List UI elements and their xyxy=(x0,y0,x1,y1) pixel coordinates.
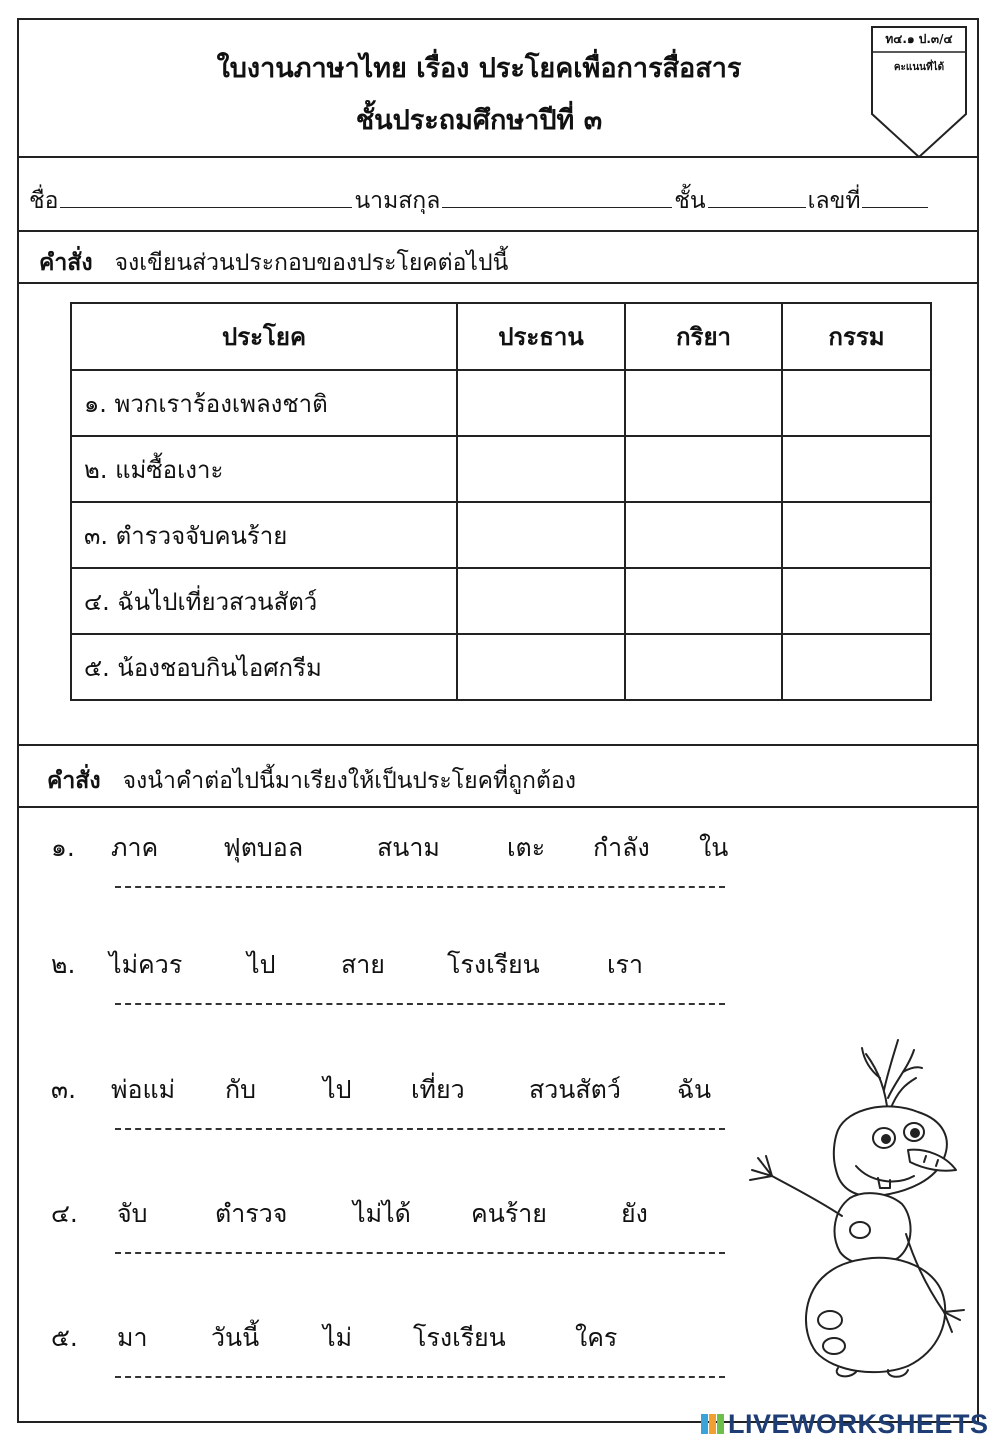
name-field[interactable] xyxy=(60,188,352,208)
reorder-item xyxy=(51,828,771,888)
word: ไม่ได้ xyxy=(353,1199,411,1228)
sentence-cell: ๕. น้องชอบกินไอศกรีม xyxy=(71,634,457,700)
word: สนาม xyxy=(377,833,440,862)
table-row xyxy=(71,634,931,700)
word: คนร้าย xyxy=(471,1199,547,1228)
indicator-code: ท๔.๑ ป.๓/๔ xyxy=(885,32,953,46)
liveworksheets-logo-icon xyxy=(700,1412,726,1436)
column-header-sentence: ประโยค xyxy=(71,303,457,370)
surname-field[interactable] xyxy=(442,188,672,208)
answer-line[interactable] xyxy=(115,886,725,888)
divider xyxy=(19,806,977,808)
sentence-cell: ๔. ฉันไปเที่ยวสวนสัตว์ xyxy=(71,568,457,634)
table-header-row xyxy=(71,303,931,370)
subject-answer-cell[interactable] xyxy=(457,634,625,700)
word: ตำรวจ xyxy=(215,1199,288,1228)
liveworksheets-watermark xyxy=(700,1406,996,1440)
number-label: เลขที่ xyxy=(807,188,861,214)
item-number: ๒. xyxy=(51,950,76,979)
divider xyxy=(19,230,977,232)
column-header-object: กรรม xyxy=(782,303,931,370)
item-number: ๔. xyxy=(51,1199,78,1228)
watermark-text: LIVEWORKSHEETS xyxy=(728,1409,989,1439)
word: ไม่ xyxy=(323,1323,353,1352)
verb-answer-cell[interactable] xyxy=(625,370,782,436)
subject-answer-cell[interactable] xyxy=(457,568,625,634)
word: สวนสัตว์ xyxy=(529,1075,621,1104)
word: เตะ xyxy=(507,833,546,862)
score-label: คะแนนที่ได้ xyxy=(893,62,945,73)
section2-instruction xyxy=(47,763,576,799)
word: ภาค xyxy=(111,833,159,862)
object-answer-cell[interactable] xyxy=(782,370,931,436)
item-number: ๓. xyxy=(51,1075,77,1104)
subject-answer-cell[interactable] xyxy=(457,502,625,568)
score-badge xyxy=(871,26,967,158)
verb-answer-cell[interactable] xyxy=(625,502,782,568)
answer-line[interactable] xyxy=(115,1376,725,1378)
column-header-subject: ประธาน xyxy=(457,303,625,370)
answer-line[interactable] xyxy=(115,1003,725,1005)
word: ใคร xyxy=(575,1323,618,1352)
object-answer-cell[interactable] xyxy=(782,568,931,634)
sentence-parts-table xyxy=(70,302,932,701)
word: เที่ยว xyxy=(411,1075,465,1104)
number-field[interactable] xyxy=(862,188,928,208)
reorder-item xyxy=(51,1070,771,1130)
student-info-row xyxy=(29,183,930,219)
word: ไม่ควร xyxy=(109,950,183,979)
word: วันนี้ xyxy=(211,1323,260,1352)
word: มา xyxy=(117,1323,148,1352)
sentence-cell: ๒. แม่ซื้อเงาะ xyxy=(71,436,457,502)
object-answer-cell[interactable] xyxy=(782,502,931,568)
column-header-verb: กริยา xyxy=(625,303,782,370)
object-answer-cell[interactable] xyxy=(782,634,931,700)
word: ฟุตบอล xyxy=(223,833,304,862)
answer-line[interactable] xyxy=(115,1128,725,1130)
verb-answer-cell[interactable] xyxy=(625,568,782,634)
word: ไป xyxy=(323,1075,352,1104)
table-row xyxy=(71,436,931,502)
subject-answer-cell[interactable] xyxy=(457,436,625,502)
surname-label: นามสกุล xyxy=(354,188,441,214)
instruction-text: จงเขียนส่วนประกอบของประโยคต่อไปนี้ xyxy=(114,250,509,276)
answer-line[interactable] xyxy=(115,1252,725,1254)
divider xyxy=(19,744,977,746)
divider xyxy=(19,156,977,158)
word: ใน xyxy=(699,833,729,862)
word: โรงเรียน xyxy=(447,950,540,979)
word: ไป xyxy=(247,950,276,979)
table-row xyxy=(71,502,931,568)
worksheet-title: ใบงานภาษาไทย เรื่อง ประโยคเพื่อการสื่อสาร xyxy=(216,53,742,84)
sentence-cell: ๓. ตำรวจจับคนร้าย xyxy=(71,502,457,568)
subject-answer-cell[interactable] xyxy=(457,370,625,436)
class-field[interactable] xyxy=(708,188,806,208)
table-row xyxy=(71,370,931,436)
reorder-item xyxy=(51,1318,771,1378)
reorder-item xyxy=(51,1194,771,1254)
divider xyxy=(19,282,977,284)
verb-answer-cell[interactable] xyxy=(625,436,782,502)
reorder-item xyxy=(51,945,771,1005)
word: จับ xyxy=(117,1199,148,1228)
word: โรงเรียน xyxy=(413,1323,506,1352)
grade-level: ชั้นประถมศึกษาปีที่ ๓ xyxy=(355,105,603,136)
instruction-label: คำสั่ง xyxy=(39,250,93,276)
word: พ่อแม่ xyxy=(111,1075,176,1104)
instruction-label: คำสั่ง xyxy=(47,768,101,794)
word: ฉัน xyxy=(677,1075,712,1104)
word: กับ xyxy=(225,1075,257,1104)
class-label: ชั้น xyxy=(674,188,706,214)
object-answer-cell[interactable] xyxy=(782,436,931,502)
section1-instruction xyxy=(39,245,508,281)
word: สาย xyxy=(341,950,385,979)
table-row xyxy=(71,568,931,634)
word: เรา xyxy=(607,950,644,979)
item-number: ๑. xyxy=(51,833,75,862)
verb-answer-cell[interactable] xyxy=(625,634,782,700)
name-label: ชื่อ xyxy=(29,188,59,214)
sentence-cell: ๑. พวกเราร้องเพลงชาติ xyxy=(71,370,457,436)
item-number: ๕. xyxy=(51,1323,78,1352)
instruction-text: จงนำคำต่อไปนี้มาเรียงให้เป็นประโยคที่ถูกต้อง xyxy=(122,768,576,794)
word: กำลัง xyxy=(593,833,650,862)
word: ยัง xyxy=(621,1199,648,1228)
snowman-illustration xyxy=(738,1020,983,1380)
